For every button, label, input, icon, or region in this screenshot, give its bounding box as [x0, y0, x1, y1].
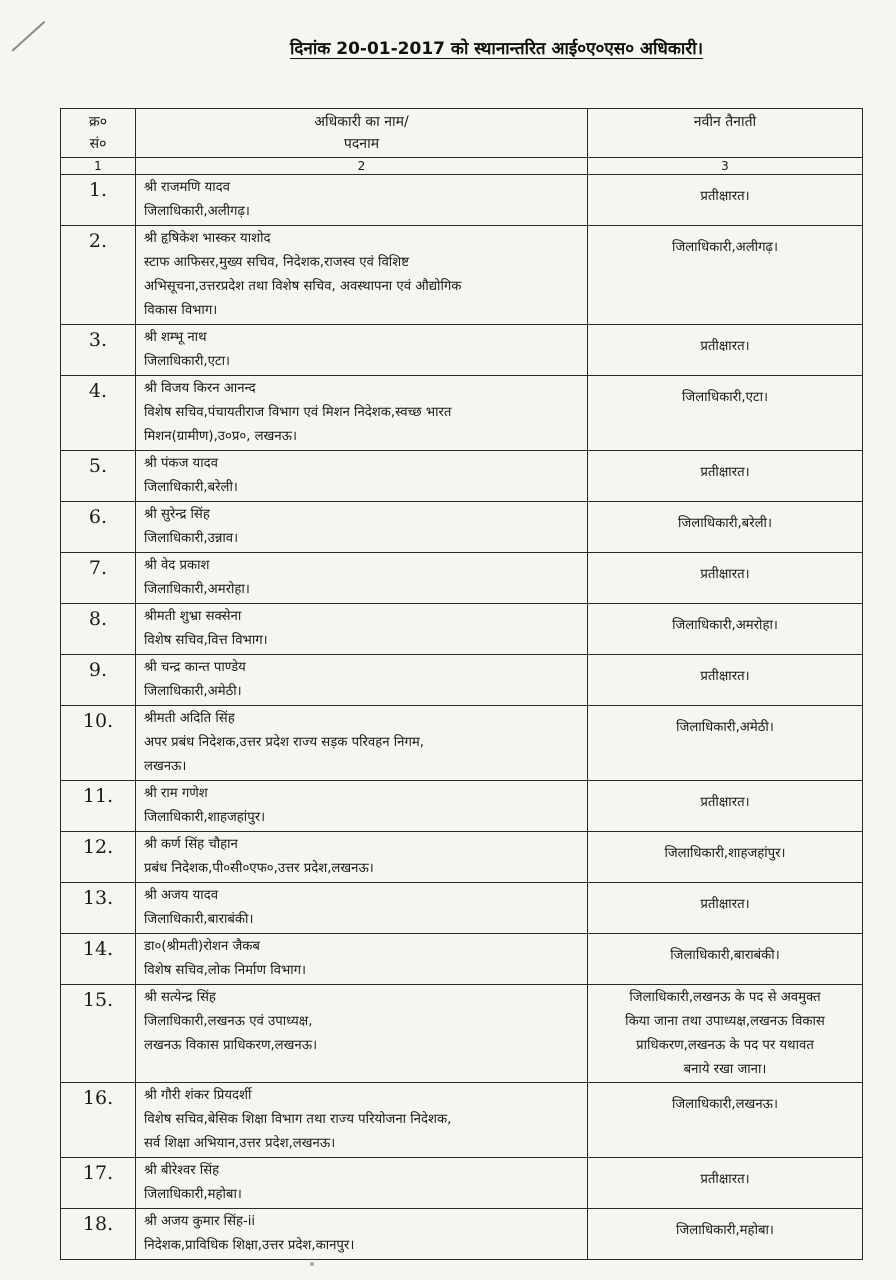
officer-cell: [136, 376, 588, 451]
new-posting: प्रतीक्षारत।: [700, 339, 750, 354]
officer-cell: [136, 325, 588, 376]
new-posting: जिलाधिकारी,एटा।: [682, 390, 768, 405]
header-serial: [61, 109, 136, 158]
new-posting: जिलाधिकारी,लखनऊ के पद से अवमुक्त: [629, 990, 821, 1005]
new-posting: प्रतीक्षारत।: [700, 1172, 750, 1187]
new-posting: जिलाधिकारी,बाराबंकी।: [670, 948, 780, 963]
header-officer-line-1: अधिकारी का नाम/: [314, 114, 409, 130]
column-number-row: [61, 158, 863, 175]
new-posting-cell: [588, 781, 863, 832]
table-row: [61, 502, 863, 553]
new-posting: जिलाधिकारी,बरेली।: [678, 516, 772, 531]
new-posting: किया जाना तथा उपाध्यक्ष,लखनऊ विकास: [625, 1014, 825, 1029]
header-serial-line-2: सं०: [89, 136, 107, 152]
officer-designation: जिलाधिकारी,अमेठी।: [144, 684, 242, 699]
officer-designation: प्रबंध निदेशक,पी०सी०एफ०,उत्तर प्रदेश,लखनऊ।: [144, 861, 374, 876]
officer-designation: लखनऊ विकास प्राधिकरण,लखनऊ।: [144, 1038, 318, 1053]
page-title: दिनांक 20-01-2017 को स्थानान्तरित आई०ए०एस० अधिकारी।: [290, 39, 704, 59]
header-officer-line-2: पदनाम: [343, 136, 380, 152]
new-posting-cell: [588, 1083, 863, 1158]
officer-designation: स्टाफ आफिसर,मुख्य सचिव, निदेशक,राजस्व एवं विशिष्ट: [144, 255, 409, 270]
officer-designation: अपर प्रबंध निदेशक,उत्तर प्रदेश राज्य सड़क परिवहन निगम,: [144, 735, 424, 750]
officer-cell: [136, 451, 588, 502]
officer-name: श्री पंकज यादव: [144, 456, 218, 471]
serial-number: 5.: [61, 451, 136, 502]
officer-name: श्रीमती शुभ्रा सक्सेना: [144, 609, 242, 624]
table-row: [61, 175, 863, 226]
officer-cell: [136, 781, 588, 832]
officer-designation: जिलाधिकारी,अलीगढ़।: [144, 204, 250, 219]
serial-number: 17.: [61, 1158, 136, 1209]
officer-designation: विशेष सचिव,लोक निर्माण विभाग।: [144, 963, 307, 978]
officer-name: श्री अजय कुमार सिंह-ii: [144, 1214, 256, 1229]
table-row: [61, 706, 863, 781]
new-posting: प्रतीक्षारत।: [700, 465, 750, 480]
table-row: [61, 781, 863, 832]
new-posting: जिलाधिकारी,शाहजहांपुर।: [664, 846, 786, 861]
officer-cell: [136, 175, 588, 226]
table-row: [61, 985, 863, 1083]
serial-number: 6.: [61, 502, 136, 553]
table-row: [61, 451, 863, 502]
transfer-table: [60, 108, 863, 1260]
new-posting-cell: [588, 1158, 863, 1209]
serial-number: 3.: [61, 325, 136, 376]
table-row: [61, 1083, 863, 1158]
officer-cell: [136, 604, 588, 655]
serial-number: 10.: [61, 706, 136, 781]
serial-number: 1.: [61, 175, 136, 226]
new-posting-cell: [588, 376, 863, 451]
serial-number: 11.: [61, 781, 136, 832]
column-number: 2: [136, 158, 588, 175]
officer-name: श्री सत्येन्द्र सिंह: [144, 990, 216, 1005]
table-row: [61, 325, 863, 376]
officer-designation: जिलाधिकारी,बरेली।: [144, 480, 238, 495]
new-posting: जिलाधिकारी,अलीगढ़।: [672, 240, 778, 255]
officer-name: श्री विजय किरन आनन्द: [144, 381, 256, 396]
new-posting: प्रतीक्षारत।: [700, 669, 750, 684]
table-row: [61, 883, 863, 934]
officer-designation: विशेष सचिव,पंचायतीराज विभाग एवं मिशन निदेशक,स्वच्छ भारत: [144, 405, 452, 420]
officer-designation: जिलाधिकारी,बाराबंकी।: [144, 912, 254, 927]
table-row: [61, 376, 863, 451]
header-posting-label: नवीन तैनाती: [693, 114, 757, 130]
column-number: 1: [61, 158, 136, 175]
officer-cell: [136, 553, 588, 604]
officer-name: श्री सुरेन्द्र सिंह: [144, 507, 210, 522]
new-posting-cell: [588, 655, 863, 706]
table-row: [61, 832, 863, 883]
header-officer: [136, 109, 588, 158]
new-posting-cell: [588, 226, 863, 325]
officer-name: श्रीमती अदिति सिंह: [144, 711, 235, 726]
table-row: [61, 226, 863, 325]
serial-number: 16.: [61, 1083, 136, 1158]
new-posting-cell: [588, 706, 863, 781]
serial-number: 15.: [61, 985, 136, 1083]
officer-designation: जिलाधिकारी,महोबा।: [144, 1187, 242, 1202]
officer-cell: [136, 934, 588, 985]
officer-designation: अभिसूचना,उत्तरप्रदेश तथा विशेष सचिव, अवस्थापना एवं औद्योगिक: [144, 279, 462, 294]
header-serial-line-1: क्र०: [88, 114, 108, 130]
officer-cell: [136, 1083, 588, 1158]
new-posting-cell: [588, 325, 863, 376]
new-posting-cell: [588, 451, 863, 502]
officer-designation: लखनऊ।: [144, 759, 187, 774]
officer-name: श्री राजमणि यादव: [144, 180, 230, 195]
new-posting-cell: [588, 502, 863, 553]
new-posting: प्रतीक्षारत।: [700, 897, 750, 912]
officer-cell: [136, 226, 588, 325]
officer-designation: विशेष सचिव,बेसिक शिक्षा विभाग तथा राज्य परियोजना निदेशक,: [144, 1112, 452, 1127]
column-number: 3: [588, 158, 863, 175]
officer-designation: जिलाधिकारी,उन्नाव।: [144, 531, 239, 546]
table-row: [61, 934, 863, 985]
new-posting: जिलाधिकारी,महोबा।: [676, 1223, 774, 1238]
serial-number: 18.: [61, 1209, 136, 1260]
new-posting-cell: [588, 175, 863, 226]
serial-number: 7.: [61, 553, 136, 604]
new-posting-cell: [588, 883, 863, 934]
new-posting: प्राधिकरण,लखनऊ के पद पर यथावत: [636, 1038, 814, 1053]
officer-name: श्री राम गणेश: [144, 786, 208, 801]
new-posting-cell: [588, 832, 863, 883]
officer-name: श्री हृषिकेश भास्कर याशोद: [144, 231, 271, 246]
scan-smudge: [310, 1262, 314, 1266]
officer-name: श्री कर्ण सिंह चौहान: [144, 837, 238, 852]
table-row: [61, 1209, 863, 1260]
officer-cell: [136, 502, 588, 553]
new-posting: जिलाधिकारी,अमेठी।: [676, 720, 774, 735]
new-posting-cell: [588, 934, 863, 985]
officer-name: श्री गौरी शंकर प्रियदर्शी: [144, 1088, 252, 1103]
officer-cell: [136, 832, 588, 883]
new-posting: जिलाधिकारी,अमरोहा।: [672, 618, 778, 633]
officer-name: श्री अजय यादव: [144, 888, 219, 903]
officer-designation: जिलाधिकारी,शाहजहांपुर।: [144, 810, 266, 825]
table-row: [61, 553, 863, 604]
officer-name: श्री वेद प्रकाश: [144, 558, 210, 573]
officer-cell: [136, 985, 588, 1083]
serial-number: 12.: [61, 832, 136, 883]
officer-designation: निदेशक,प्राविधिक शिक्षा,उत्तर प्रदेश,कानपुर।: [144, 1238, 355, 1253]
officer-designation: विकास विभाग।: [144, 303, 218, 318]
officer-designation: विशेष सचिव,वित्त विभाग।: [144, 633, 268, 648]
officer-cell: [136, 1209, 588, 1260]
officer-designation: सर्व शिक्षा अभियान,उत्तर प्रदेश,लखनऊ।: [144, 1136, 336, 1151]
officer-cell: [136, 883, 588, 934]
serial-number: 8.: [61, 604, 136, 655]
officer-name: डा०(श्रीमती)रोशन जैकब: [144, 939, 260, 954]
officer-designation: मिशन(ग्रामीण),उ०प्र०, लखनऊ।: [144, 429, 297, 444]
table-row: [61, 604, 863, 655]
table-row: [61, 655, 863, 706]
table-row: [61, 1158, 863, 1209]
new-posting-cell: [588, 1209, 863, 1260]
serial-number: 4.: [61, 376, 136, 451]
new-posting-cell: [588, 553, 863, 604]
new-posting: बनाये रखा जाना।: [683, 1062, 767, 1077]
new-posting: जिलाधिकारी,लखनऊ।: [671, 1097, 779, 1112]
new-posting: प्रतीक्षारत।: [700, 189, 750, 204]
header-posting: [588, 109, 863, 158]
serial-number: 9.: [61, 655, 136, 706]
officer-cell: [136, 706, 588, 781]
new-posting-cell: [588, 985, 863, 1083]
officer-designation: जिलाधिकारी,एटा।: [144, 354, 230, 369]
pen-mark: [11, 21, 45, 52]
officer-designation: जिलाधिकारी,अमरोहा।: [144, 582, 250, 597]
new-posting-cell: [588, 604, 863, 655]
officer-cell: [136, 655, 588, 706]
serial-number: 13.: [61, 883, 136, 934]
serial-number: 2.: [61, 226, 136, 325]
officer-name: श्री बीरेश्वर सिंह: [144, 1163, 220, 1178]
officer-cell: [136, 1158, 588, 1209]
header-row: [61, 109, 863, 158]
new-posting: प्रतीक्षारत।: [700, 567, 750, 582]
officer-name: श्री चन्द्र कान्त पाण्डेय: [144, 660, 246, 675]
officer-name: श्री शम्भू नाथ: [144, 330, 207, 345]
serial-number: 14.: [61, 934, 136, 985]
officer-designation: जिलाधिकारी,लखनऊ एवं उपाध्यक्ष,: [144, 1014, 313, 1029]
new-posting: प्रतीक्षारत।: [700, 795, 750, 810]
